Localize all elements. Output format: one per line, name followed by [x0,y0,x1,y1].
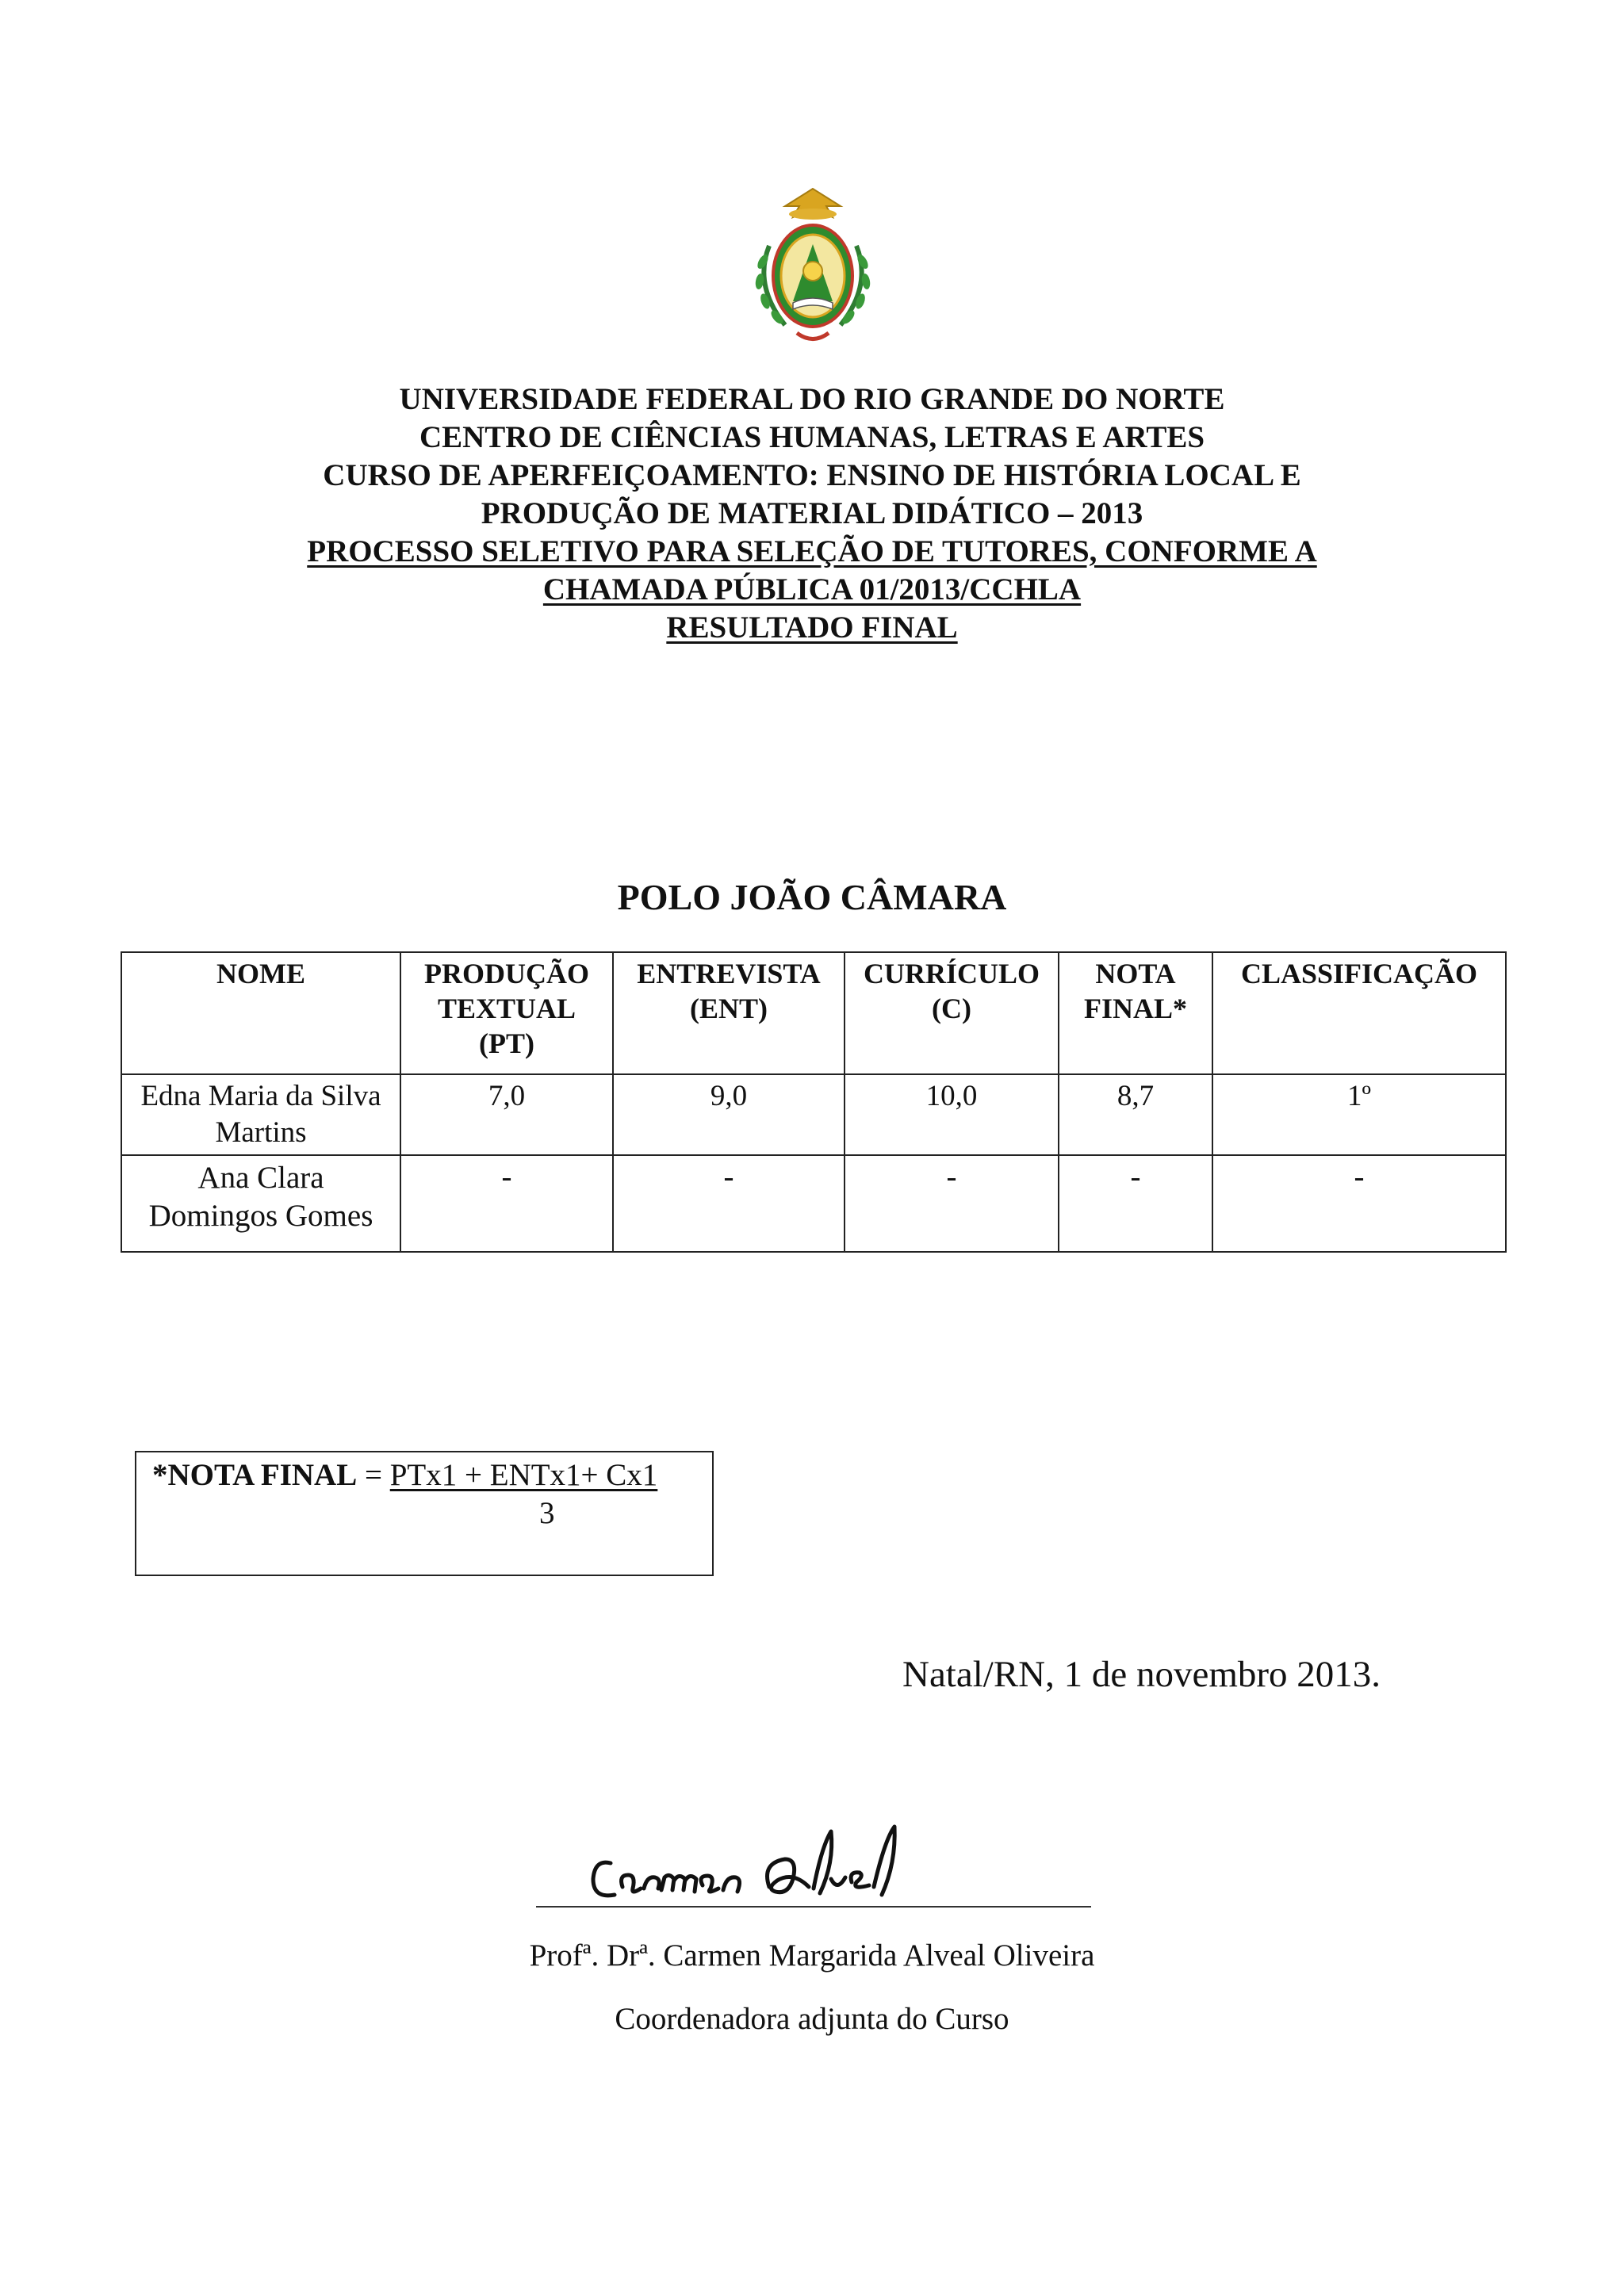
formula-denominator: 3 [539,1496,555,1530]
polo-title: POLO JOÃO CÂMARA [617,877,1007,917]
signer-name: Profª. Drª. Carmen Margarida Alveal Oliveira [529,1938,1095,1973]
cell-pt: - [400,1155,613,1252]
document-header [159,381,1465,647]
formula-label: *NOTA FINAL [152,1458,358,1492]
header-process-line1: PROCESSO SELETIVO PARA SELEÇÃO DE TUTORES, CONFORME A [307,534,1317,568]
cell-ent: - [613,1155,845,1252]
cell-classificacao: 1º [1212,1074,1506,1155]
header-text: PRODUÇÃO [424,958,589,989]
header-course-line1: CURSO DE APERFEIÇOAMENTO: ENSINO DE HISTÓRIA LOCAL E [323,458,1301,492]
column-header-ent [613,952,845,1074]
header-text: (ENT) [690,993,768,1024]
column-header-final [1059,952,1212,1074]
header-university: UNIVERSIDADE FEDERAL DO RIO GRANDE DO NORTE [399,382,1225,416]
cell-final: 8,7 [1059,1074,1212,1155]
signature-line [536,1906,1091,1908]
cell-c: - [845,1155,1059,1252]
cell-ent: 9,0 [613,1074,845,1155]
results-table [121,951,1507,1253]
header-text: CLASSIFICAÇÃO [1240,958,1478,989]
cell-pt: 7,0 [400,1074,613,1155]
name-line: Edna Maria da Silva [140,1080,381,1112]
table-header-row [121,952,1506,1074]
column-header-nome [121,952,400,1074]
formula-box [135,1451,714,1576]
header-text: NOTA [1095,958,1176,989]
handwritten-signature [579,1816,1007,1919]
signer-role: Coordenadora adjunta do Curso [615,2002,1009,2036]
header-text: NOME [216,958,305,989]
cell-c: 10,0 [845,1074,1059,1155]
university-seal-icon [737,182,888,349]
column-header-pt [400,952,613,1074]
formula-line [152,1457,657,1493]
header-text: CURRÍCULO [863,958,1040,989]
header-course-line2: PRODUÇÃO DE MATERIAL DIDÁTICO – 2013 [481,496,1143,530]
table-row [121,1155,1506,1252]
cell-classificacao: - [1212,1155,1506,1252]
cell-final: - [1059,1155,1212,1252]
cell-nome [121,1155,400,1252]
header-text: (PT) [479,1027,534,1059]
name-line: Domingos Gomes [148,1199,373,1233]
header-text: FINAL* [1083,993,1187,1024]
header-process-line2: CHAMADA PÚBLICA 01/2013/CCHLA [542,572,1082,607]
table-row [121,1074,1506,1155]
column-header-c [845,952,1059,1074]
cell-nome [121,1074,400,1155]
column-header-classificacao [1212,952,1506,1074]
header-text: TEXTUAL [437,993,576,1024]
header-center: CENTRO DE CIÊNCIAS HUMANAS, LETRAS E ARTES [419,420,1205,454]
document-date: Natal/RN, 1 de novembro 2013. [902,1654,1381,1695]
header-text: (C) [932,993,971,1024]
formula-equals: = [357,1458,390,1492]
header-result: RESULTADO FINAL [666,610,958,645]
name-line: Ana Clara [197,1161,324,1195]
header-text: ENTREVISTA [637,958,821,989]
formula-numerator: PTx1 + ENTx1+ Cx1 [389,1458,658,1492]
name-line: Martins [215,1116,307,1149]
